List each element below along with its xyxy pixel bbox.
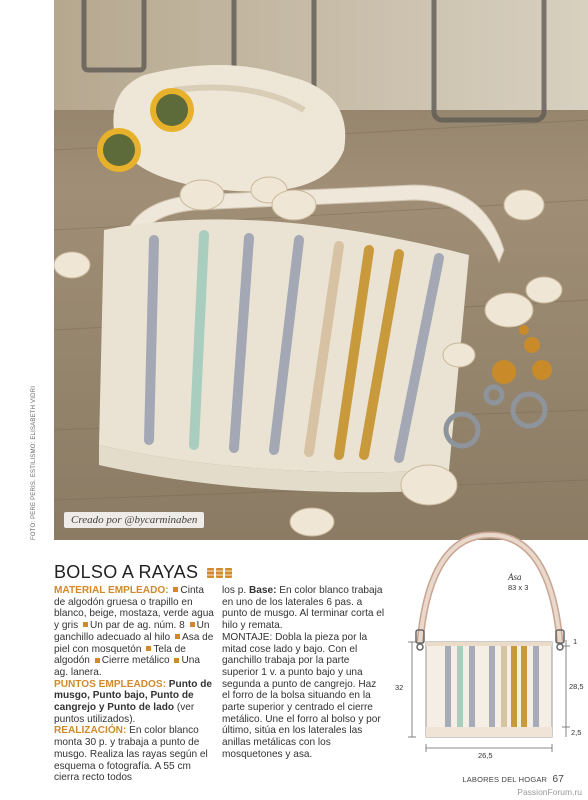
realization-text: En color blanco monta 30 p. y trabaja a punto de musgo. Realiza las rayas según el esquema o fotografía. A 55 cm cierra recto todos: [54, 725, 208, 784]
title-text: BOLSO A RAYAS: [54, 562, 199, 582]
bullet-square-icon: [174, 658, 179, 663]
assembly-paragraph: [222, 632, 386, 761]
base-label: Base:: [248, 585, 277, 596]
bullet-square-icon: [190, 622, 195, 627]
material-item: Un par de ag. núm. 8: [89, 620, 185, 632]
materials-heading: MATERIAL EMPLEADO:: [54, 585, 169, 596]
bag-schematic: [390, 530, 588, 770]
instructions-column-2: [222, 585, 386, 761]
product-photo: [54, 0, 588, 540]
magazine-name: LABORES DEL HOGAR: [462, 775, 548, 784]
bullet-square-icon: [83, 622, 88, 627]
page-number: 67: [552, 774, 564, 785]
stitches-list: Punto de musgo, Punto bajo, Punto de cangrejo y Punto de lado: [54, 678, 212, 714]
bullet-square-icon: [173, 587, 178, 592]
bullet-square-icon: [175, 634, 180, 639]
realization-heading: REALIZACIÓN:: [54, 725, 127, 737]
material-item: Tela de algodón: [54, 643, 186, 667]
stitches-paragraph: [54, 679, 214, 726]
material-item: Una ag. lanera.: [54, 655, 200, 678]
handle-size: 83 x 3: [508, 583, 529, 592]
dimension-base: 2,5: [571, 728, 582, 737]
materials-paragraph: [54, 585, 214, 679]
bullet-square-icon: [146, 646, 151, 651]
continued-text: los p.: [222, 585, 247, 596]
photo-caption: Creado por @bycarminaben: [64, 512, 204, 528]
handle-label: Asa: [508, 572, 522, 582]
base-paragraph: [222, 585, 386, 632]
yarn-skeins-icon: [207, 563, 233, 584]
realization-paragraph: [54, 725, 214, 784]
instructions-column-1: [54, 585, 214, 784]
dimension-width: 26,5: [478, 751, 493, 760]
page-title: [54, 562, 233, 584]
material-item: Asa de piel con mosquetón: [54, 631, 214, 655]
dimension-top: 1: [573, 637, 578, 646]
stitches-heading: PUNTOS EMPLEADOS:: [54, 678, 166, 690]
stitches-note: (ver puntos utilizados).: [54, 702, 195, 725]
dimension-body: 28,5: [569, 682, 584, 691]
page-footer: [462, 774, 564, 785]
material-item: Cinta de algodón gruesa o trapillo en blanco, beige, mostaza, verde agua y gris: [54, 585, 214, 632]
dimension-height: 32: [395, 683, 404, 692]
material-item: Cierre metálico: [101, 655, 170, 667]
watermark: PassionForum.ru: [517, 787, 582, 797]
handle-strap: [420, 535, 560, 642]
photo-credit: FOTO: PERE PERIS. ESTILISMO: ELISABETH VIDRI: [31, 385, 37, 540]
assembly-heading: MONTAJE:: [222, 631, 273, 643]
stripe-pattern: [445, 646, 539, 727]
bullet-square-icon: [95, 658, 100, 663]
material-item: Un ganchillo adecuado al hilo: [54, 620, 210, 643]
assembly-text: Dobla la pieza por la mitad cose lado y bajo. Con el ganchillo trabaja por la parte superior 1 v. a punto bajo y una segunda a punto de cangrejo. Haz el forro de la bolsa situando en la parte superior y centrado el cierre metálico. Une el forro al bolso y por último, sitúa en los laterales las anillas metálicas con los mosquetones y asa.: [222, 631, 381, 760]
base-text: En color blanco trabaja en uno de los laterales 6 pas. a punto de musgo. Al terminar corta el hilo y remata.: [222, 585, 385, 632]
